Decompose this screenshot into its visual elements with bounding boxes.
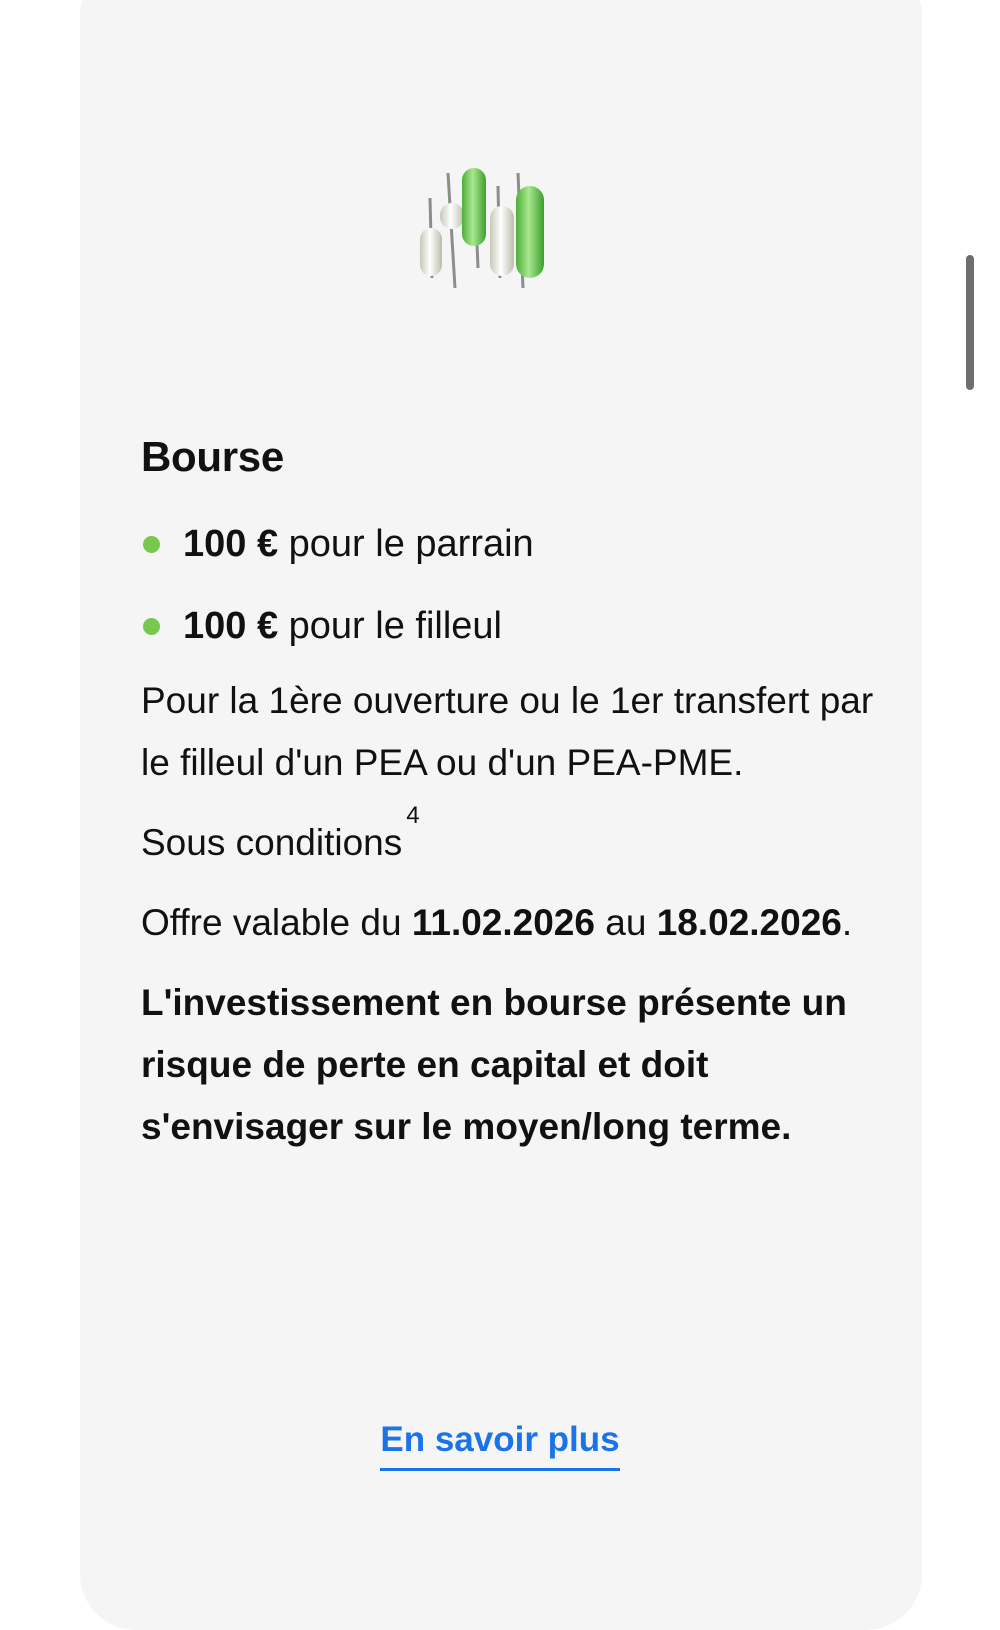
offer-prefix: Offre valable du bbox=[141, 902, 412, 944]
candlestick-chart-icon bbox=[420, 168, 580, 308]
offer-description: Pour la 1ère ouverture ou le 1er transfert par le filleul d'un PEA ou d'un PEA-PME. bbox=[141, 680, 874, 784]
conditions-line bbox=[141, 802, 881, 874]
offer-middle: au bbox=[594, 902, 657, 944]
reward-list bbox=[141, 520, 881, 650]
bullet-dot-icon bbox=[143, 536, 160, 553]
bullet-dot-icon bbox=[143, 618, 160, 635]
reward-item-parrain bbox=[141, 520, 881, 568]
learn-more-link[interactable]: En savoir plus bbox=[380, 1420, 619, 1471]
cta-container bbox=[0, 1420, 1000, 1471]
conditions-text: Sous conditions bbox=[141, 822, 403, 864]
risk-warning: L'investissement en bourse présente un risque de perte en capital et doit s'envisager sur le moyen/long terme. bbox=[141, 982, 847, 1148]
offer-validity bbox=[141, 892, 881, 954]
reward-text: pour le filleul bbox=[278, 605, 502, 648]
reward-amount: 100 € bbox=[183, 605, 279, 648]
offer-end-date: 18.02.2026 bbox=[656, 902, 842, 944]
reward-text: pour le parrain bbox=[278, 523, 534, 566]
offer-suffix: . bbox=[841, 902, 853, 944]
card-content bbox=[141, 432, 881, 1158]
offer-start-date: 11.02.2026 bbox=[411, 902, 595, 944]
reward-item-filleul bbox=[141, 602, 881, 650]
scrollbar[interactable] bbox=[966, 255, 974, 390]
card-title: Bourse bbox=[141, 433, 284, 480]
reward-amount: 100 € bbox=[183, 523, 279, 566]
conditions-footnote: 4 bbox=[406, 802, 420, 830]
